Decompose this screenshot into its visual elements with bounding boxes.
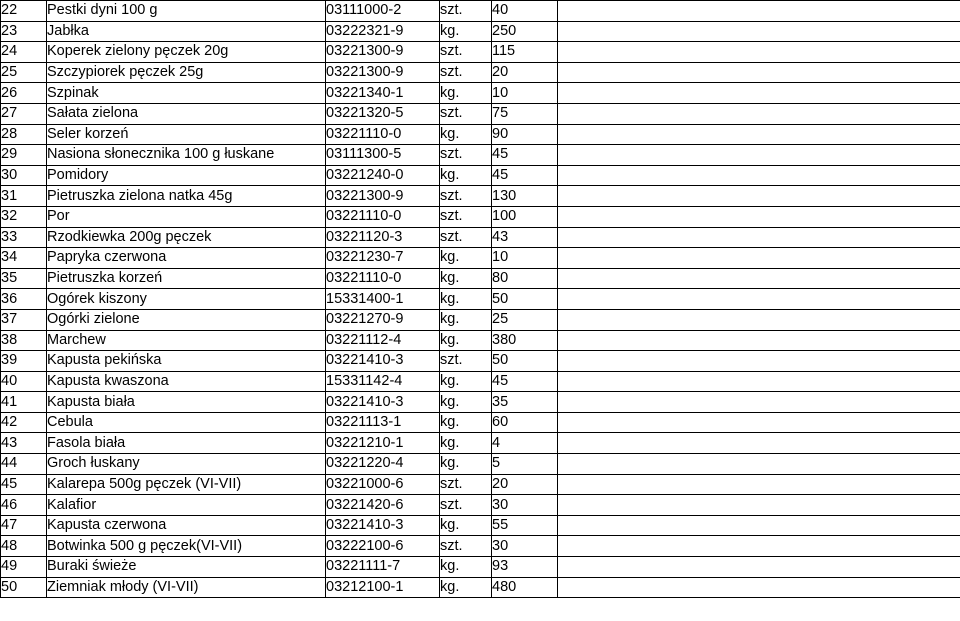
- row-number-cell: 47: [1, 515, 47, 536]
- cpv-code-cell: 03221420-6: [326, 495, 440, 516]
- unit-cell: kg.: [440, 289, 492, 310]
- table-row: [1, 557, 960, 578]
- cpv-code-cell: 15331142-4: [326, 371, 440, 392]
- item-name-cell: Marchew: [47, 330, 326, 351]
- row-number-cell: 36: [1, 289, 47, 310]
- row-number-cell: 32: [1, 206, 47, 227]
- item-name-cell: Szpinak: [47, 83, 326, 104]
- row-number-cell: 22: [1, 1, 47, 22]
- unit-cell: szt.: [440, 1, 492, 22]
- empty-cell: [558, 248, 960, 269]
- unit-cell: kg.: [440, 577, 492, 598]
- table-row: [1, 42, 960, 63]
- unit-cell: kg.: [440, 557, 492, 578]
- empty-cell: [558, 289, 960, 310]
- table-row: [1, 289, 960, 310]
- table-row: [1, 351, 960, 372]
- table-row: [1, 392, 960, 413]
- cpv-code-cell: 03221300-9: [326, 42, 440, 63]
- empty-cell: [558, 351, 960, 372]
- unit-cell: szt.: [440, 536, 492, 557]
- empty-cell: [558, 454, 960, 475]
- table-row: [1, 268, 960, 289]
- unit-cell: szt.: [440, 206, 492, 227]
- cpv-code-cell: 03221210-1: [326, 433, 440, 454]
- cpv-code-cell: 03212100-1: [326, 577, 440, 598]
- empty-cell: [558, 536, 960, 557]
- row-number-cell: 34: [1, 248, 47, 269]
- table-row: [1, 1, 960, 22]
- item-name-cell: Kapusta pekińska: [47, 351, 326, 372]
- cpv-code-cell: 03221410-3: [326, 392, 440, 413]
- unit-cell: szt.: [440, 474, 492, 495]
- table-row: [1, 103, 960, 124]
- row-number-cell: 39: [1, 351, 47, 372]
- unit-cell: szt.: [440, 103, 492, 124]
- empty-cell: [558, 412, 960, 433]
- quantity-cell: 55: [492, 515, 558, 536]
- table-row: [1, 515, 960, 536]
- row-number-cell: 40: [1, 371, 47, 392]
- quantity-cell: 20: [492, 474, 558, 495]
- empty-cell: [558, 371, 960, 392]
- cpv-code-cell: 03221112-4: [326, 330, 440, 351]
- row-number-cell: 27: [1, 103, 47, 124]
- unit-cell: kg.: [440, 515, 492, 536]
- quantity-cell: 10: [492, 248, 558, 269]
- item-name-cell: Jabłka: [47, 21, 326, 42]
- cpv-code-cell: 03221340-1: [326, 83, 440, 104]
- unit-cell: kg.: [440, 165, 492, 186]
- unit-cell: kg.: [440, 412, 492, 433]
- empty-cell: [558, 42, 960, 63]
- item-name-cell: Fasola biała: [47, 433, 326, 454]
- empty-cell: [558, 124, 960, 145]
- quantity-cell: 40: [492, 1, 558, 22]
- item-name-cell: Ziemniak młody (VI-VII): [47, 577, 326, 598]
- item-name-cell: Botwinka 500 g pęczek(VI-VII): [47, 536, 326, 557]
- item-name-cell: Pestki dyni 100 g: [47, 1, 326, 22]
- item-name-cell: Pietruszka zielona natka 45g: [47, 186, 326, 207]
- table-row: [1, 577, 960, 598]
- unit-cell: kg.: [440, 83, 492, 104]
- empty-cell: [558, 557, 960, 578]
- cpv-code-cell: 15331400-1: [326, 289, 440, 310]
- quantity-cell: 380: [492, 330, 558, 351]
- quantity-cell: 5: [492, 454, 558, 475]
- row-number-cell: 45: [1, 474, 47, 495]
- quantity-cell: 80: [492, 268, 558, 289]
- cpv-code-cell: 03221410-3: [326, 515, 440, 536]
- item-name-cell: Sałata zielona: [47, 103, 326, 124]
- cpv-code-cell: 03221110-0: [326, 124, 440, 145]
- quantity-cell: 30: [492, 536, 558, 557]
- table-row: [1, 495, 960, 516]
- table-row: [1, 145, 960, 166]
- row-number-cell: 24: [1, 42, 47, 63]
- quantity-cell: 250: [492, 21, 558, 42]
- item-name-cell: Cebula: [47, 412, 326, 433]
- quantity-cell: 43: [492, 227, 558, 248]
- row-number-cell: 44: [1, 454, 47, 475]
- item-name-cell: Pietruszka korzeń: [47, 268, 326, 289]
- empty-cell: [558, 392, 960, 413]
- cpv-code-cell: 03221320-5: [326, 103, 440, 124]
- cpv-code-cell: 03221113-1: [326, 412, 440, 433]
- quantity-cell: 30: [492, 495, 558, 516]
- table-row: [1, 536, 960, 557]
- item-name-cell: Ogórki zielone: [47, 309, 326, 330]
- cpv-code-cell: 03221270-9: [326, 309, 440, 330]
- empty-cell: [558, 206, 960, 227]
- table-row: [1, 186, 960, 207]
- item-name-cell: Kalafior: [47, 495, 326, 516]
- quantity-cell: 60: [492, 412, 558, 433]
- cpv-code-cell: 03221120-3: [326, 227, 440, 248]
- quantity-cell: 75: [492, 103, 558, 124]
- table-row: [1, 309, 960, 330]
- table-row: [1, 124, 960, 145]
- cpv-code-cell: 03221410-3: [326, 351, 440, 372]
- row-number-cell: 23: [1, 21, 47, 42]
- quantity-cell: 93: [492, 557, 558, 578]
- quantity-cell: 480: [492, 577, 558, 598]
- cpv-code-cell: 03221110-0: [326, 268, 440, 289]
- items-table-body: [1, 1, 960, 598]
- empty-cell: [558, 309, 960, 330]
- empty-cell: [558, 330, 960, 351]
- empty-cell: [558, 495, 960, 516]
- row-number-cell: 41: [1, 392, 47, 413]
- table-row: [1, 330, 960, 351]
- quantity-cell: 35: [492, 392, 558, 413]
- empty-cell: [558, 145, 960, 166]
- item-name-cell: Groch łuskany: [47, 454, 326, 475]
- row-number-cell: 49: [1, 557, 47, 578]
- empty-cell: [558, 515, 960, 536]
- row-number-cell: 30: [1, 165, 47, 186]
- quantity-cell: 130: [492, 186, 558, 207]
- table-row: [1, 433, 960, 454]
- unit-cell: kg.: [440, 268, 492, 289]
- item-name-cell: Por: [47, 206, 326, 227]
- cpv-code-cell: 03111300-5: [326, 145, 440, 166]
- table-row: [1, 412, 960, 433]
- item-name-cell: Kalarepa 500g pęczek (VI-VII): [47, 474, 326, 495]
- quantity-cell: 90: [492, 124, 558, 145]
- empty-cell: [558, 227, 960, 248]
- item-name-cell: Kapusta kwaszona: [47, 371, 326, 392]
- quantity-cell: 45: [492, 165, 558, 186]
- row-number-cell: 42: [1, 412, 47, 433]
- quantity-cell: 100: [492, 206, 558, 227]
- unit-cell: szt.: [440, 42, 492, 63]
- item-name-cell: Buraki świeże: [47, 557, 326, 578]
- cpv-code-cell: 03222100-6: [326, 536, 440, 557]
- unit-cell: kg.: [440, 124, 492, 145]
- item-name-cell: Rzodkiewka 200g pęczek: [47, 227, 326, 248]
- item-name-cell: Nasiona słonecznika 100 g łuskane: [47, 145, 326, 166]
- item-name-cell: Kapusta biała: [47, 392, 326, 413]
- row-number-cell: 50: [1, 577, 47, 598]
- item-name-cell: Ogórek kiszony: [47, 289, 326, 310]
- row-number-cell: 31: [1, 186, 47, 207]
- table-row: [1, 474, 960, 495]
- unit-cell: szt.: [440, 62, 492, 83]
- empty-cell: [558, 186, 960, 207]
- unit-cell: szt.: [440, 145, 492, 166]
- quantity-cell: 50: [492, 289, 558, 310]
- item-name-cell: Koperek zielony pęczek 20g: [47, 42, 326, 63]
- empty-cell: [558, 21, 960, 42]
- quantity-cell: 20: [492, 62, 558, 83]
- empty-cell: [558, 268, 960, 289]
- row-number-cell: 43: [1, 433, 47, 454]
- row-number-cell: 48: [1, 536, 47, 557]
- item-name-cell: Kapusta czerwona: [47, 515, 326, 536]
- row-number-cell: 46: [1, 495, 47, 516]
- cpv-code-cell: 03221111-7: [326, 557, 440, 578]
- cpv-code-cell: 03111000-2: [326, 1, 440, 22]
- empty-cell: [558, 1, 960, 22]
- unit-cell: szt.: [440, 186, 492, 207]
- quantity-cell: 25: [492, 309, 558, 330]
- unit-cell: kg.: [440, 309, 492, 330]
- row-number-cell: 38: [1, 330, 47, 351]
- cpv-code-cell: 03221300-9: [326, 62, 440, 83]
- unit-cell: szt.: [440, 227, 492, 248]
- cpv-code-cell: 03221110-0: [326, 206, 440, 227]
- empty-cell: [558, 474, 960, 495]
- unit-cell: kg.: [440, 433, 492, 454]
- empty-cell: [558, 577, 960, 598]
- unit-cell: kg.: [440, 392, 492, 413]
- table-row: [1, 21, 960, 42]
- cpv-code-cell: 03221240-0: [326, 165, 440, 186]
- row-number-cell: 37: [1, 309, 47, 330]
- empty-cell: [558, 103, 960, 124]
- unit-cell: kg.: [440, 248, 492, 269]
- table-row: [1, 454, 960, 475]
- item-name-cell: Papryka czerwona: [47, 248, 326, 269]
- empty-cell: [558, 165, 960, 186]
- row-number-cell: 26: [1, 83, 47, 104]
- unit-cell: szt.: [440, 495, 492, 516]
- row-number-cell: 33: [1, 227, 47, 248]
- table-row: [1, 62, 960, 83]
- table-row: [1, 371, 960, 392]
- item-name-cell: Szczypiorek pęczek 25g: [47, 62, 326, 83]
- quantity-cell: 45: [492, 145, 558, 166]
- cpv-code-cell: 03221220-4: [326, 454, 440, 475]
- unit-cell: kg.: [440, 330, 492, 351]
- quantity-cell: 50: [492, 351, 558, 372]
- empty-cell: [558, 433, 960, 454]
- unit-cell: kg.: [440, 371, 492, 392]
- item-name-cell: Seler korzeń: [47, 124, 326, 145]
- empty-cell: [558, 62, 960, 83]
- unit-cell: kg.: [440, 21, 492, 42]
- unit-cell: kg.: [440, 454, 492, 475]
- table-row: [1, 165, 960, 186]
- table-row: [1, 83, 960, 104]
- unit-cell: szt.: [440, 351, 492, 372]
- row-number-cell: 35: [1, 268, 47, 289]
- table-row: [1, 248, 960, 269]
- row-number-cell: 25: [1, 62, 47, 83]
- row-number-cell: 28: [1, 124, 47, 145]
- row-number-cell: 29: [1, 145, 47, 166]
- cpv-code-cell: 03221300-9: [326, 186, 440, 207]
- quantity-cell: 4: [492, 433, 558, 454]
- empty-cell: [558, 83, 960, 104]
- table-row: [1, 227, 960, 248]
- table-row: [1, 206, 960, 227]
- item-name-cell: Pomidory: [47, 165, 326, 186]
- quantity-cell: 115: [492, 42, 558, 63]
- cpv-code-cell: 03222321-9: [326, 21, 440, 42]
- cpv-code-cell: 03221000-6: [326, 474, 440, 495]
- cpv-code-cell: 03221230-7: [326, 248, 440, 269]
- quantity-cell: 10: [492, 83, 558, 104]
- quantity-cell: 45: [492, 371, 558, 392]
